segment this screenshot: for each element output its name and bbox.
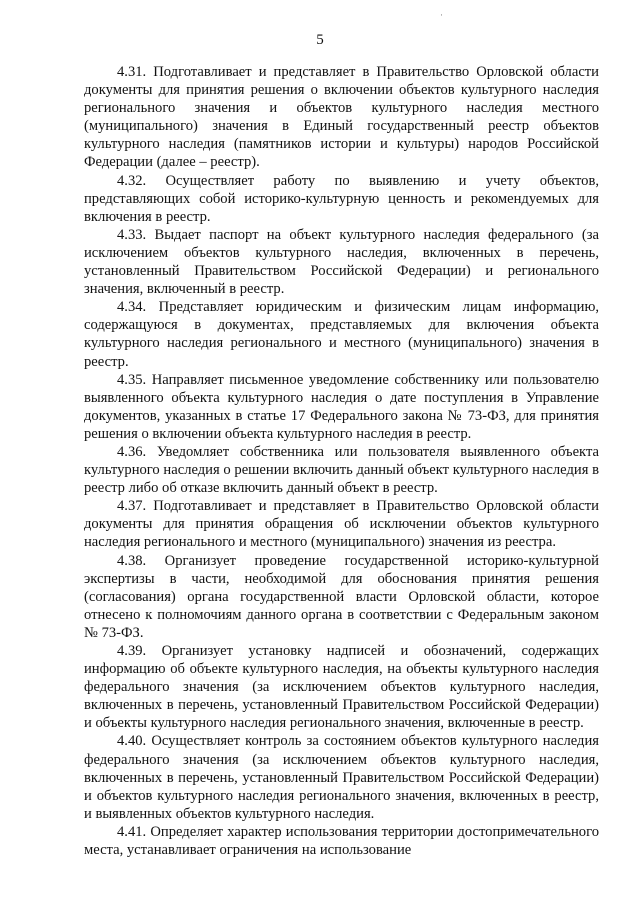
paragraph-4-33: 4.33. Выдает паспорт на объект культурного наследия федерального (за исключением объектов культурного наследия, включенных в перечень, установленный Правительством Российской Федерации) и регионального значения, включенный в реестр. (84, 226, 599, 298)
scan-mark: · (440, 10, 443, 20)
paragraph-4-39: 4.39. Организует установку надписей и обозначений, содержащих информацию об объекте культурного наследия, на объекты культурного наследия федерального значения (за исключением объектов культурного наследия, включенных в перечень, установленный Правительством Российской Федерации) и объекты культурного наследия регионального значения, включенные в реестр. (84, 643, 599, 732)
paragraph-4-31: 4.31. Подготавливает и представляет в Правительство Орловской области документы для принятия решения о включении объектов культурного наследия регионального значения и объектов культурного наследия местного (муниципального) значения в Единый государственный реестр объектов культурного наследия (памятников истории и культуры) народов Российской Федерации (далее – реестр). (84, 64, 599, 171)
paragraph-4-38: 4.38. Организует проведение государственной историко-культурной экспертизы в части, необходимой для обоснования принятия решения (согласования) органа государственной власти Орловской области, которое отнесено к полномочиям данного органа в соответствии с Федеральным законом № 73-ФЗ. (84, 552, 599, 641)
paragraph-4-41: 4.41. Определяет характер использования территории достопримечательного места, устанавливает ограничения на использование (84, 823, 599, 859)
page-number: 5 (316, 32, 324, 48)
paragraph-4-32: 4.32. Осуществляет работу по выявлению и учету объектов, представляющих собой историко-культурную ценность и рекомендуемых для включения в реестр. (84, 172, 599, 225)
document-body (84, 63, 599, 859)
paragraph-4-36: 4.36. Уведомляет собственника или пользователя выявленного объекта культурного наследия о решении включить данный объект культурного наследия в реестр либо об отказе включить данный объект в реестр. (84, 443, 599, 497)
paragraph-4-40: 4.40. Осуществляет контроль за состоянием объектов культурного наследия федерального значения (за исключением объектов культурного наследия, включенных в перечень, установленный Правительством Российской Федерации) и объектов культурного наследия регионального значения, включенных в реестр, и выявленных объектов культурного наследия. (84, 733, 599, 822)
paragraph-4-34: 4.34. Представляет юридическим и физическим лицам информацию, содержащуюся в документах, представляемых для включения объекта культурного наследия регионального и местного (муниципального) значения в реестр. (84, 299, 599, 370)
paragraph-4-35: 4.35. Направляет письменное уведомление собственнику или пользователю выявленного объекта культурного наследия о дате поступления в Управление документов, указанных в статье 17 Федерального закона № 73-ФЗ, для принятия решения о включении объекта культурного наследия в реестр. (84, 371, 599, 442)
paragraph-4-37: 4.37. Подготавливает и представляет в Правительство Орловской области документы для принятия обращения об исключении объектов культурного наследия регионального и местного (муниципального) значения из реестра. (84, 498, 599, 551)
